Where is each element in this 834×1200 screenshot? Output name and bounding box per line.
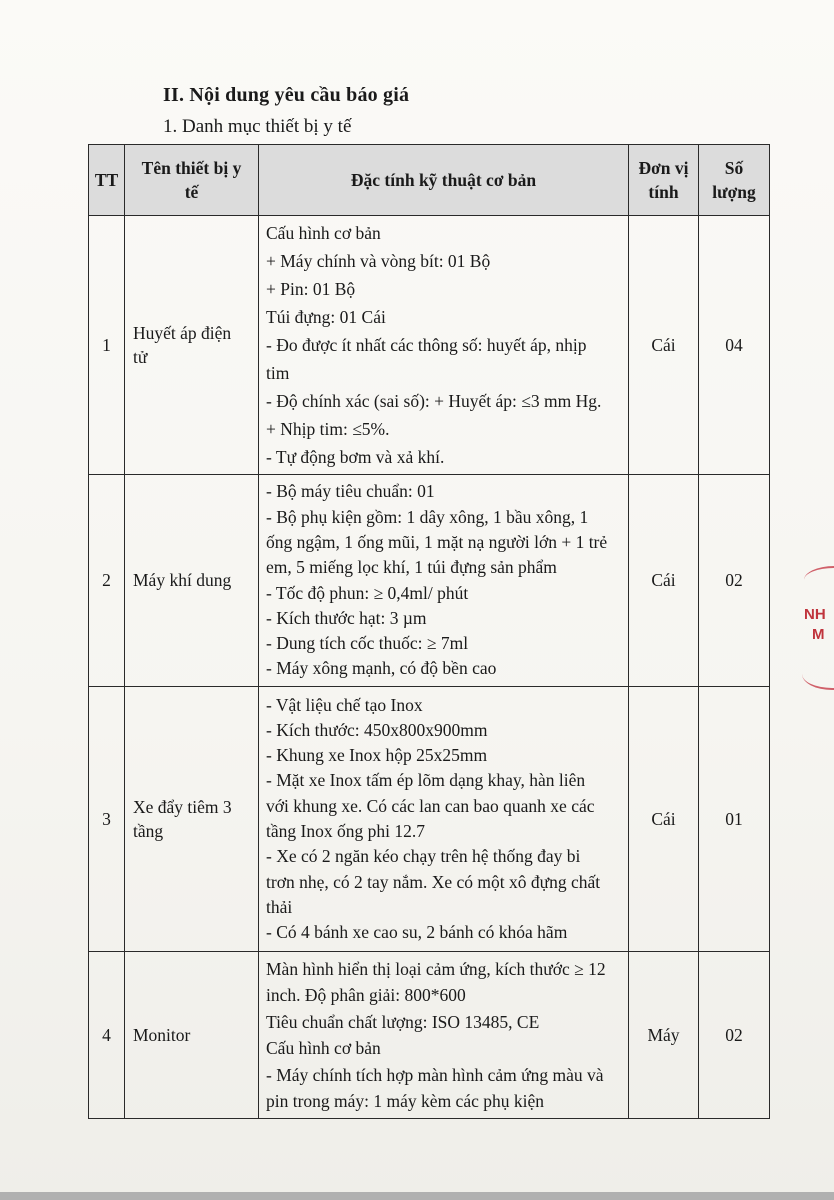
spec-line: + Máy chính và vòng bít: 01 Bộ — [266, 251, 491, 271]
spec-line: - Mặt xe Inox tấm ép lõm dạng khay, hàn liên — [266, 770, 586, 791]
table-row — [89, 216, 770, 475]
spec-line: trơn nhẹ, có 2 tay nắm. Xe có một xô đựng chất — [266, 871, 601, 892]
unit-cell: Cái — [629, 216, 699, 475]
header-name-line2: tế — [184, 182, 199, 202]
spec-line: - Máy xông mạnh, có độ bền cao — [266, 658, 497, 679]
spec-line: ống ngậm, 1 ống mũi, 1 mặt nạ người lớn + 1 trẻ — [266, 531, 608, 552]
unit-cell: Máy — [629, 952, 699, 1119]
spec-line: tầng Inox ống phi 12.7 — [266, 821, 425, 841]
row-number: 4 — [89, 952, 125, 1119]
spec-line: - Vật liệu chế tạo Inox — [266, 694, 423, 715]
spec-line: + Pin: 01 Bộ — [266, 279, 356, 299]
table-row — [89, 475, 770, 687]
spec-line: em, 5 miếng lọc khí, 1 túi đựng sản phẩm — [266, 557, 557, 578]
table-header-row — [89, 145, 770, 216]
page-bottom-edge — [0, 1192, 834, 1200]
spec-line: tim — [266, 363, 290, 383]
header-spec: Đặc tính kỹ thuật cơ bản — [259, 145, 629, 216]
stamp-text-line1: NH — [804, 606, 826, 623]
device-name — [125, 216, 259, 475]
row-number: 2 — [89, 475, 125, 687]
spec-line: - Bộ máy tiêu chuẩn: 01 — [266, 481, 435, 502]
stamp-text-line2: M — [812, 626, 825, 643]
header-unit — [629, 145, 699, 216]
header-name-line1: Tên thiết bị y — [141, 157, 242, 178]
quantity-cell: 01 — [699, 687, 770, 952]
header-qty-line1: Số — [724, 157, 744, 178]
quantity-cell: 02 — [699, 952, 770, 1119]
device-name — [125, 687, 259, 952]
spec-line: - Xe có 2 ngăn kéo chạy trên hệ thống đay bi — [266, 846, 581, 867]
equipment-table — [88, 144, 770, 1119]
unit-cell: Cái — [629, 475, 699, 687]
device-specs — [259, 216, 629, 475]
spec-line: - Kích thước hạt: 3 µm — [266, 607, 427, 628]
spec-line: - Dung tích cốc thuốc: ≥ 7ml — [266, 633, 469, 654]
spec-line: - Tự động bơm và xả khí. — [266, 447, 445, 467]
row-number: 1 — [89, 216, 125, 475]
stamp-bottom-arc — [802, 658, 834, 690]
spec-line: - Độ chính xác (sai số): + Huyết áp: ≤3 mm Hg. — [266, 391, 602, 411]
header-unit-line2: tính — [648, 182, 679, 202]
spec-line: inch. Độ phân giải: 800*600 — [266, 985, 466, 1005]
spec-line: thải — [266, 896, 293, 917]
spec-line: pin trong máy: 1 máy kèm các phụ kiện — [266, 1091, 544, 1111]
section-title: II. Nội dung yêu cầu báo giá — [163, 84, 410, 106]
header-qty-line2: lượng — [712, 182, 756, 202]
device-specs — [259, 687, 629, 952]
header-name — [125, 145, 259, 216]
spec-line: Túi đựng: 01 Cái — [266, 307, 386, 327]
row-number: 3 — [89, 687, 125, 952]
spec-line: - Đo được ít nhất các thông số: huyết áp, nhịp — [266, 335, 587, 355]
spec-line: Màn hình hiển thị loại cảm ứng, kích thước ≥ 12 — [266, 958, 606, 979]
spec-line: Cấu hình cơ bản — [266, 223, 381, 243]
header-tt: TT — [89, 145, 125, 216]
device-name-line1: Monitor — [133, 1024, 191, 1045]
spec-line: - Bộ phụ kiện gồm: 1 dây xông, 1 bầu xông, 1 — [266, 506, 589, 527]
spec-line: - Có 4 bánh xe cao su, 2 bánh có khóa hãm — [266, 922, 568, 943]
device-name-line1: Máy khí dung — [133, 570, 232, 591]
quantity-cell: 02 — [699, 475, 770, 687]
spec-line: - Kích thước: 450x800x900mm — [266, 719, 488, 740]
device-name-line1: Xe đẩy tiêm 3 — [133, 796, 232, 817]
device-name — [125, 952, 259, 1119]
device-name — [125, 475, 259, 687]
header-qty — [699, 145, 770, 216]
device-name-line1: Huyết áp điện — [133, 322, 232, 343]
header-unit-line1: Đơn vị — [638, 157, 689, 178]
spec-line: - Khung xe Inox hộp 25x25mm — [266, 745, 488, 766]
device-specs — [259, 475, 629, 687]
spec-line: với khung xe. Có các lan can bao quanh xe các — [266, 795, 595, 816]
spec-line: + Nhịp tim: ≤5%. — [266, 419, 390, 439]
table-row — [89, 952, 770, 1119]
spec-line: - Máy chính tích hợp màn hình cảm ứng màu và — [266, 1064, 604, 1085]
table-row — [89, 687, 770, 952]
spec-line: Tiêu chuẩn chất lượng: ISO 13485, CE — [266, 1011, 540, 1032]
device-name-line2: tầng — [133, 821, 164, 841]
unit-cell: Cái — [629, 687, 699, 952]
device-specs — [259, 952, 629, 1119]
quantity-cell: 04 — [699, 216, 770, 475]
red-seal-stamp — [798, 560, 834, 700]
stamp-top-arc — [804, 566, 834, 594]
spec-line: Cấu hình cơ bản — [266, 1038, 381, 1058]
section-subtitle: 1. Danh mục thiết bị y tế — [163, 116, 352, 137]
spec-line: - Tốc độ phun: ≥ 0,4ml/ phút — [266, 582, 469, 603]
device-name-line2: tử — [133, 347, 148, 367]
